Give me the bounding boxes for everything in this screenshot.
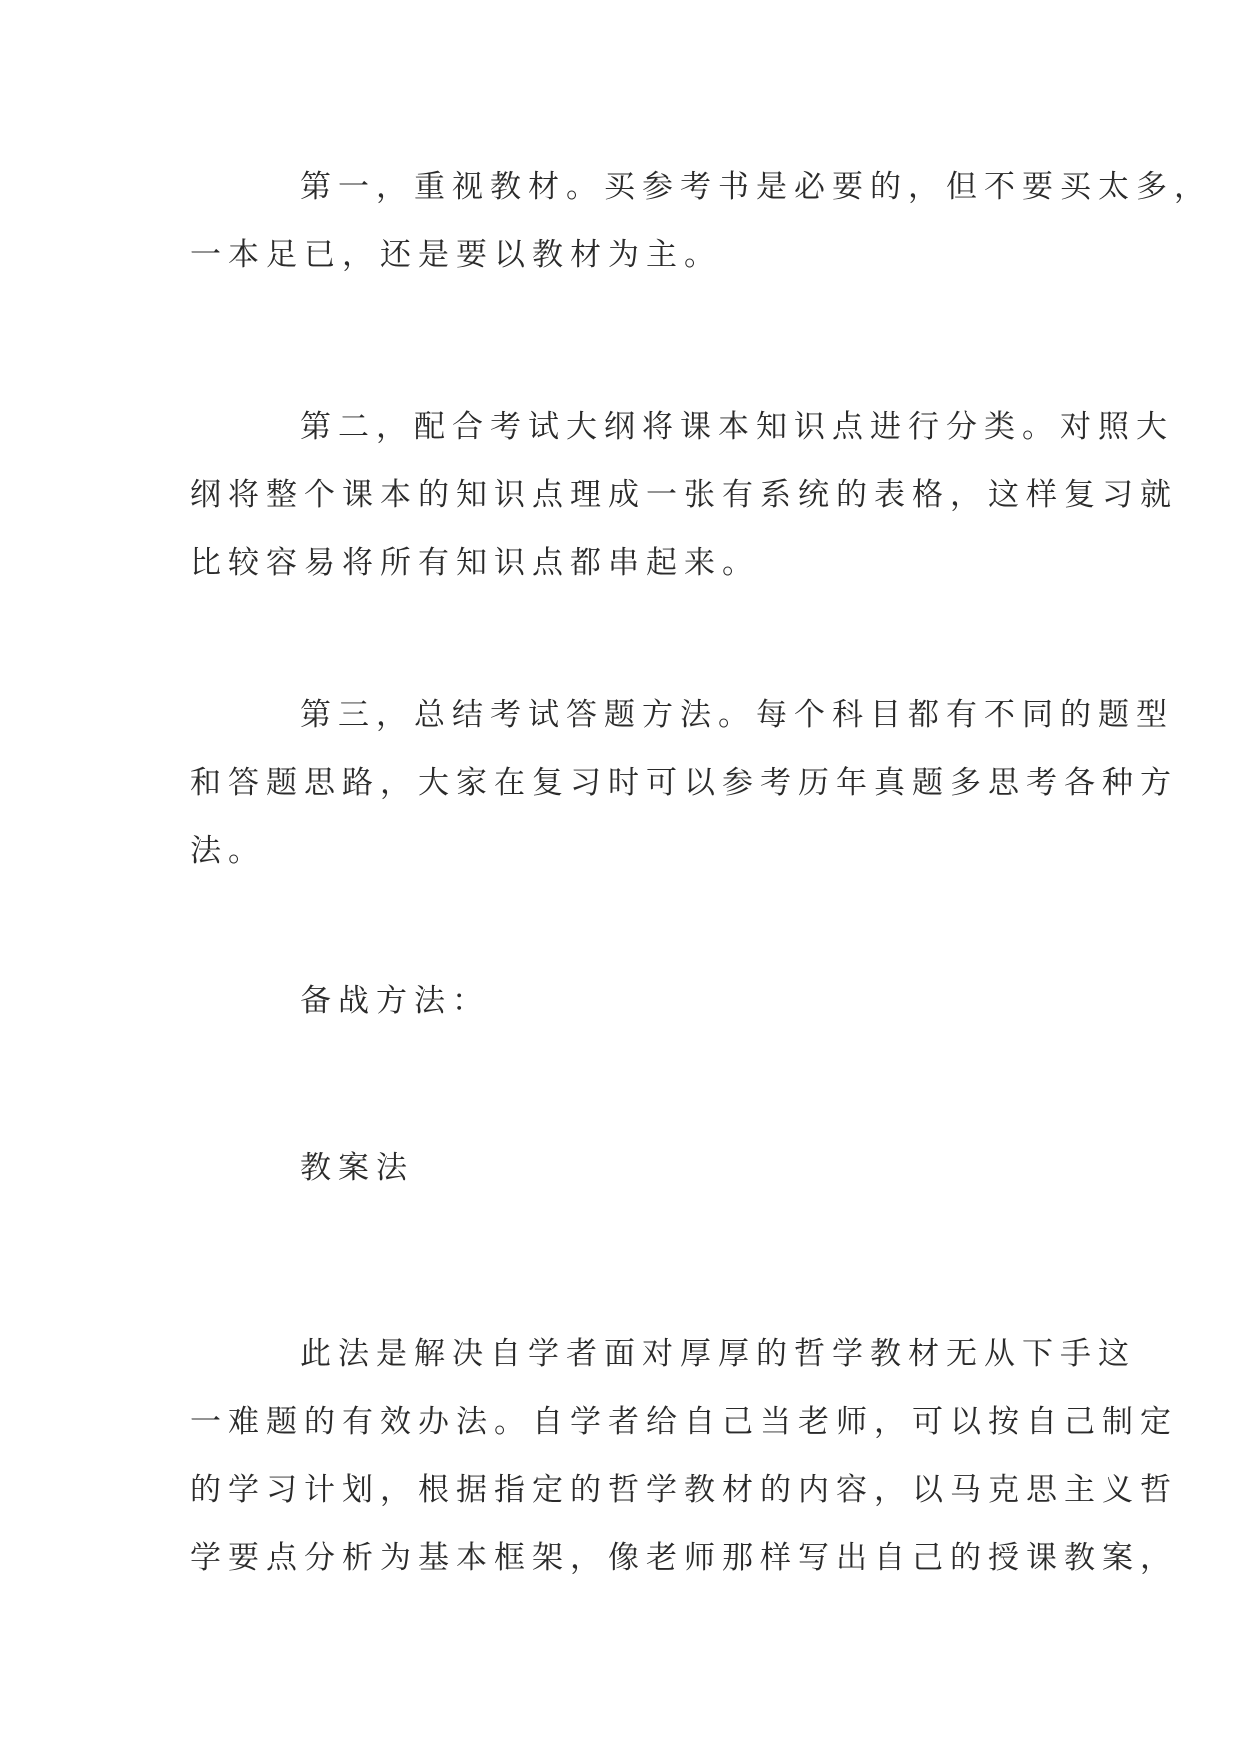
heading-line: 备战方法： [300, 983, 490, 1019]
paragraph-textbook-focus [190, 153, 1212, 289]
paragraph-line: 第三，总结考试答题方法。每个科目都有不同的题型 [300, 697, 1174, 733]
paragraph-lesson-plan-description [190, 1320, 1178, 1592]
paragraph-line: 比较容易将所有知识点都串起来。 [190, 545, 760, 581]
paragraph-line: 此法是解决自学者面对厚厚的哲学教材无从下手这 [300, 1336, 1136, 1372]
subheading-lesson-plan-method [190, 1134, 1090, 1202]
heading-line: 教案法 [300, 1150, 414, 1186]
paragraph-line: 纲将整个课本的知识点理成一张有系统的表格，这样复习就 [190, 477, 1178, 513]
section-heading-preparation-methods [190, 967, 1090, 1035]
paragraph-line: 法。 [190, 833, 266, 869]
paragraph-line: 第二，配合考试大纲将课本知识点进行分类。对照大 [300, 409, 1174, 445]
paragraph-answer-methods [190, 681, 1178, 885]
paragraph-line: 学要点分析为基本框架，像老师那样写出自己的授课教案， [190, 1540, 1178, 1576]
paragraph-syllabus-classification [190, 393, 1178, 597]
paragraph-line: 第一，重视教材。买参考书是必要的，但不要买太多， [300, 169, 1212, 205]
paragraph-line: 和答题思路，大家在复习时可以参考历年真题多思考各种方 [190, 765, 1178, 801]
paragraph-line: 的学习计划，根据指定的哲学教材的内容，以马克思主义哲 [190, 1472, 1178, 1508]
paragraph-line: 一难题的有效办法。自学者给自己当老师，可以按自己制定 [190, 1404, 1178, 1440]
paragraph-line: 一本足已，还是要以教材为主。 [190, 237, 722, 273]
